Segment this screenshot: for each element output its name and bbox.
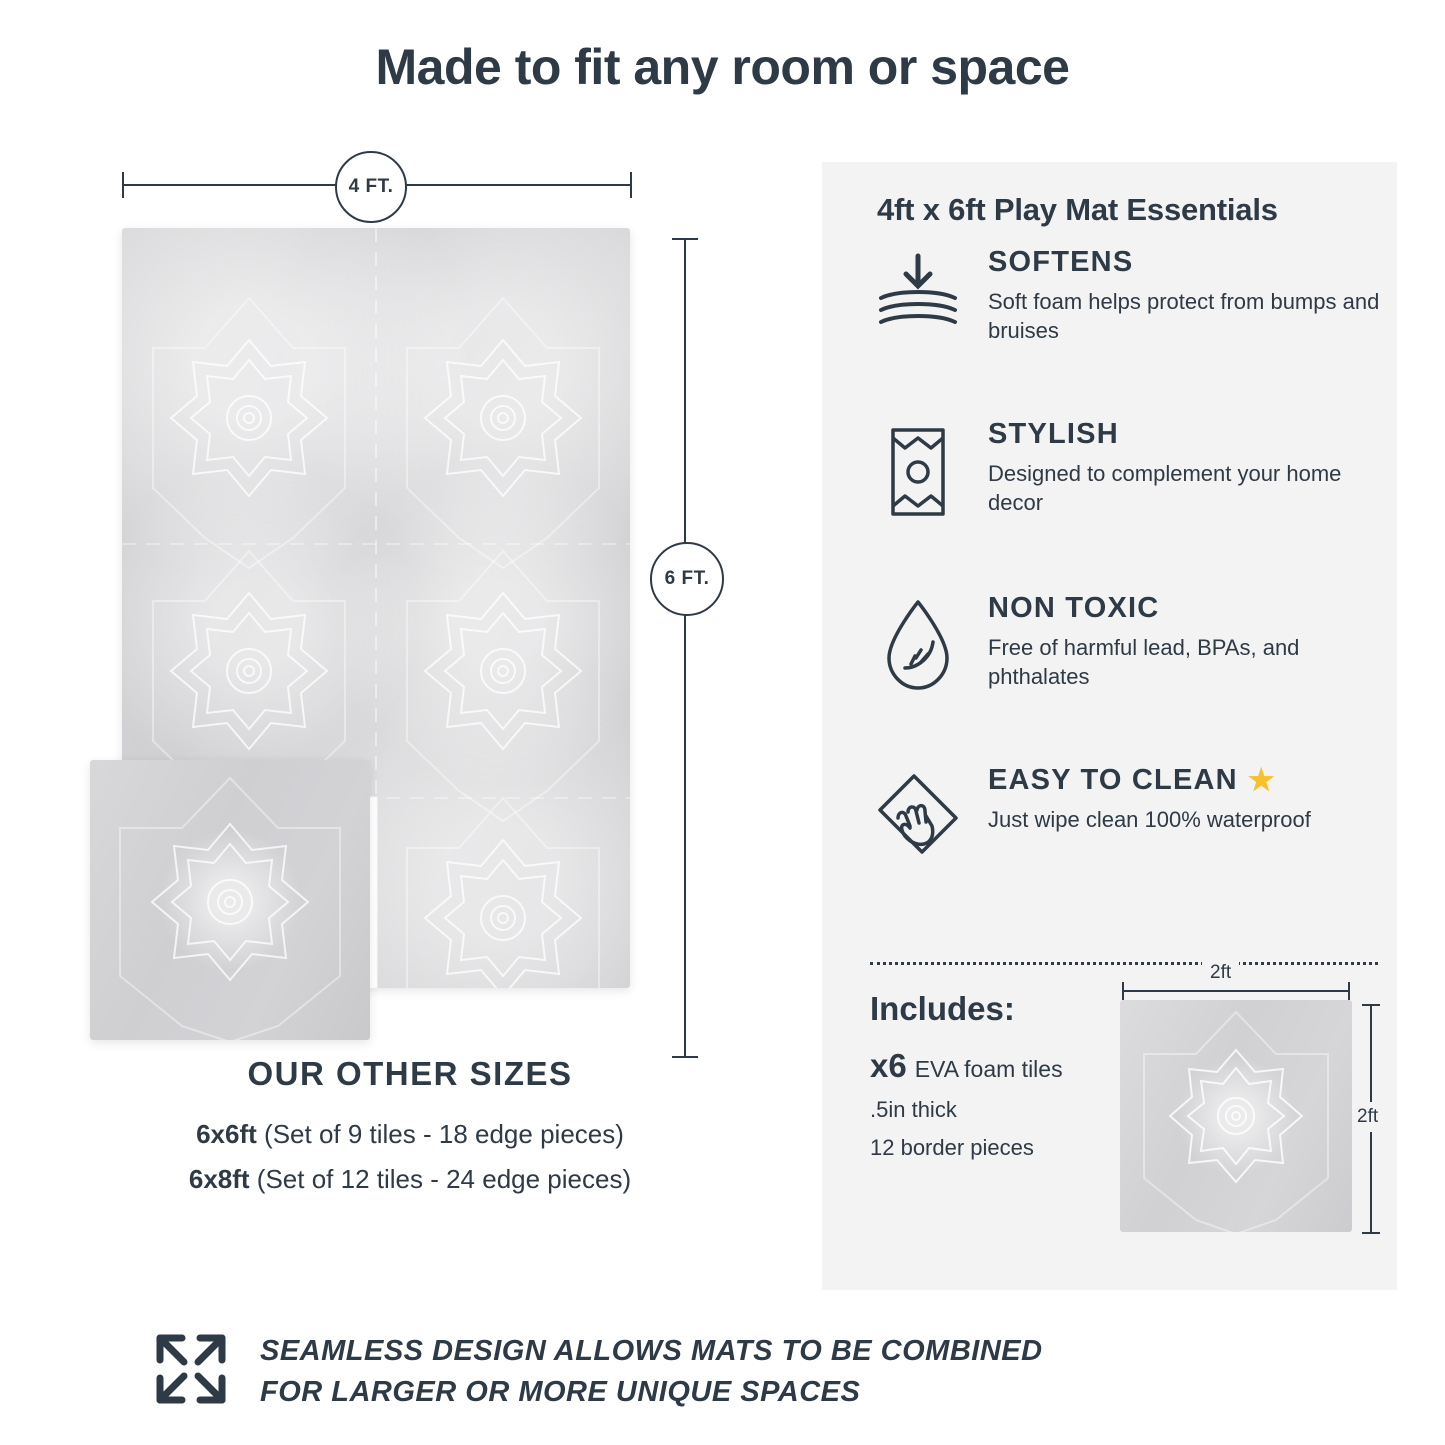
includes-quantity: [870, 1047, 1063, 1085]
cushion-arrow-icon: [870, 244, 966, 344]
footer-note: [148, 1326, 1043, 1417]
feature-non-toxic: [870, 590, 1390, 691]
includes-label: Includes:: [870, 990, 1015, 1027]
size-option-1: [60, 1119, 760, 1150]
width-dimension-badge: 4 FT.: [335, 151, 407, 223]
tile-width-tick-left: [1122, 982, 1124, 1000]
rug-pattern-icon: [870, 416, 966, 516]
panel-title: 4ft x 6ft Play Mat Essentials: [877, 192, 1278, 227]
includes-thickness: .5in thick: [870, 1097, 957, 1122]
expand-arrows-icon: [148, 1326, 234, 1417]
feature-softens-heading: [988, 246, 1390, 279]
tile-height-tick-bottom: [1362, 1232, 1380, 1234]
feature-non-toxic-heading: [988, 592, 1390, 625]
water-drop-leaf-icon: [870, 590, 966, 690]
other-sizes-section: [60, 1055, 760, 1209]
width-tick-left: [122, 172, 124, 198]
size-option-2-detail: (Set of 12 tiles - 24 edge pieces): [256, 1164, 632, 1194]
size-option-1-size: 6x6ft: [196, 1119, 257, 1149]
height-dimension-line: [684, 238, 686, 1058]
feature-easy-to-clean-heading-text: EASY TO CLEAN: [988, 764, 1238, 796]
size-option-1-detail: (Set of 9 tiles - 18 edge pieces): [264, 1119, 624, 1149]
includes-border-pieces: 12 border pieces: [870, 1135, 1034, 1160]
tile-width-tick-right: [1348, 982, 1350, 1000]
feature-stylish-heading-text: STYLISH: [988, 418, 1119, 450]
feature-easy-to-clean-body: Just wipe clean 100% waterproof: [988, 807, 1311, 832]
feature-non-toxic-body: Free of harmful lead, BPAs, and phthalates: [988, 635, 1300, 690]
tile-width-label: 2ft: [1202, 962, 1239, 984]
feature-stylish-heading: [988, 418, 1390, 451]
feature-easy-to-clean-heading: [988, 764, 1311, 797]
footer-text: [260, 1331, 1043, 1411]
other-sizes-heading: OUR OTHER SIZES: [247, 1055, 573, 1092]
height-dimension-badge: 6 FT.: [650, 542, 724, 616]
width-tick-right: [630, 172, 632, 198]
star-icon: ★: [1247, 763, 1276, 797]
size-option-2-size: 6x8ft: [188, 1164, 250, 1194]
footer-line-1: SEAMLESS DESIGN ALLOWS MATS TO BE COMBINED: [260, 1335, 1043, 1368]
feature-softens-heading-text: SOFTENS: [988, 246, 1134, 278]
included-tile-preview: [1120, 1000, 1352, 1232]
includes-quantity-value: x6: [870, 1047, 907, 1084]
feature-stylish: [870, 416, 1390, 517]
essentials-panel: [822, 162, 1397, 1290]
size-option-2: [60, 1164, 760, 1195]
panel-divider: [870, 962, 1378, 965]
play-mat-single-tile: [90, 760, 370, 1040]
feature-non-toxic-heading-text: NON TOXIC: [988, 592, 1160, 624]
tile-width-line: [1122, 990, 1350, 992]
footer-line-2: FOR LARGER OR MORE UNIQUE SPACES: [260, 1375, 861, 1408]
mat-size-diagram: [90, 160, 770, 1060]
wipe-cloth-hand-icon: [870, 762, 966, 862]
feature-softens-body: Soft foam helps protect from bumps and bruises: [988, 289, 1380, 344]
includes-quantity-unit: EVA foam tiles: [914, 1056, 1063, 1082]
tile-height-tick-top: [1362, 1004, 1380, 1006]
height-tick-top: [672, 238, 698, 240]
feature-softens: [870, 244, 1390, 345]
feature-stylish-body: Designed to complement your home decor: [988, 461, 1342, 516]
tile-height-label: 2ft: [1355, 1102, 1380, 1132]
page-title: Made to fit any room or space: [375, 39, 1070, 95]
feature-easy-to-clean: [870, 762, 1390, 862]
